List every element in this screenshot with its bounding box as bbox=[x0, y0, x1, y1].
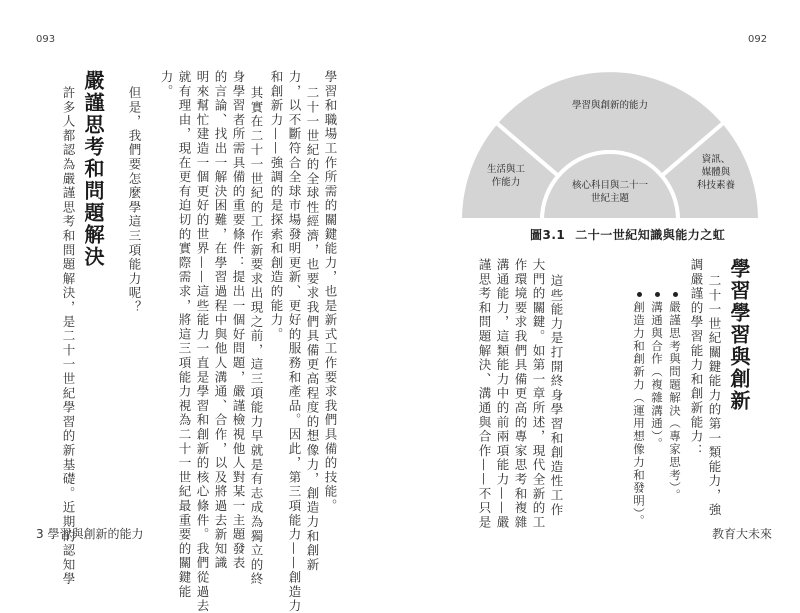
right-body-b-column-3: 作環境要求我們具備更高的專家思考和複雜 bbox=[513, 258, 528, 530]
figure-title: 二十一世紀知識與能力之虹 bbox=[575, 228, 726, 242]
left-body-column-11: 但是，我們要怎麼學這三項能力呢？ bbox=[127, 86, 142, 315]
right-body-b-column-2: 大門的關鍵。如第一章所述，現代全新的工 bbox=[531, 258, 546, 530]
figure-caption bbox=[530, 226, 725, 243]
right-body-b-column-1: 這些能力是打開終身學習和創造性工作 bbox=[549, 274, 564, 518]
right-body-b-column-4: 溝通能力，這類能力中的前兩項能力——嚴 bbox=[495, 258, 510, 530]
right-page-number: 092 bbox=[748, 34, 768, 45]
right-body-a-column-2: 調嚴謹的學習能力和創新能力： bbox=[689, 258, 704, 459]
left-body-column-6: 身學習者所需具備的重要條件：提出一個好問題，嚴謹檢視他人對某一主題發表 bbox=[231, 70, 246, 571]
bullet-item-2 bbox=[648, 292, 665, 450]
bullet-dot-icon bbox=[673, 292, 678, 297]
diagram-label-left: 生活與工作能力 bbox=[486, 164, 526, 188]
left-body-column-9: 就有理由，現在更有迫切的實際需求，將這三項能力視為二十一世紀最重要的關鍵能 bbox=[177, 70, 192, 600]
left-section-column-1: 許多人都認為嚴謹思考和問題解決，是二十一世紀學習的新基礎。近期的認知學 bbox=[61, 86, 76, 587]
bullet-text-3: 創造力和創新力（運用想像力和發明）。 bbox=[632, 301, 646, 528]
left-page-number: 093 bbox=[36, 34, 56, 45]
diagram-label-top: 學習與創新的能力 bbox=[571, 100, 649, 111]
bullet-item-3 bbox=[630, 292, 647, 527]
bullet-dot-icon bbox=[637, 292, 642, 297]
bullet-item-1 bbox=[666, 292, 683, 502]
bullet-text-2: 溝通與合作（複雜溝通）。 bbox=[650, 301, 664, 451]
rainbow-diagram bbox=[450, 70, 770, 220]
diagram-label-right: 資訊、媒體與科技素養 bbox=[696, 154, 736, 191]
right-body-a-column-1: 二十一世紀關鍵能力的第一類能力，強 bbox=[707, 274, 722, 518]
right-footer: 教育大未來 bbox=[712, 527, 773, 541]
left-body-column-7: 的言論、找出一解決困難，在學習過程中與他人溝通、合作，以及將過去新知識 bbox=[213, 70, 228, 571]
bullet-text-1: 嚴謹思考與問題解決（專家思考）。 bbox=[668, 301, 682, 502]
right-section-heading: 學習學習與創新 bbox=[727, 258, 751, 412]
left-body-column-10: 力。 bbox=[159, 70, 174, 99]
left-section-heading: 嚴謹思考和問題解決 bbox=[81, 70, 105, 268]
left-body-column-4: 和創新力——強調的是探索和創造的能力。 bbox=[269, 70, 284, 342]
left-body-column-2: 二十一世紀的全球性經濟，也要求我們具備更高程度的想像力，創造力和創新 bbox=[305, 86, 320, 573]
left-body-column-1: 學習和職場工作所需的關鍵能力，也是新式工作要求我們具備的技能。 bbox=[323, 70, 338, 514]
diagram-label-center: 核心科目與二十一世紀主題 bbox=[571, 180, 649, 204]
figure-number: 圖3.1 bbox=[530, 228, 566, 242]
left-body-column-8: 明來幫忙建造一個更好的世界——這些能力一直是學習和創新的核心條件。我們從過去 bbox=[195, 70, 210, 613]
left-body-column-3: 力，以不斷符合全球市場發明更新、更好的服務和產品。因此，第三項能力——創造力 bbox=[287, 70, 302, 613]
bullet-dot-icon bbox=[655, 292, 660, 297]
right-body-b-column-5: 謹思考和問題解決、溝通與合作——不只是 bbox=[477, 258, 492, 530]
left-body-column-5: 其實在二十一世紀的工作新要求出現之前，這三項能力早就是有志成為獨立的終 bbox=[249, 86, 264, 587]
left-footer: 3 學習與創新的能力 bbox=[36, 527, 144, 541]
